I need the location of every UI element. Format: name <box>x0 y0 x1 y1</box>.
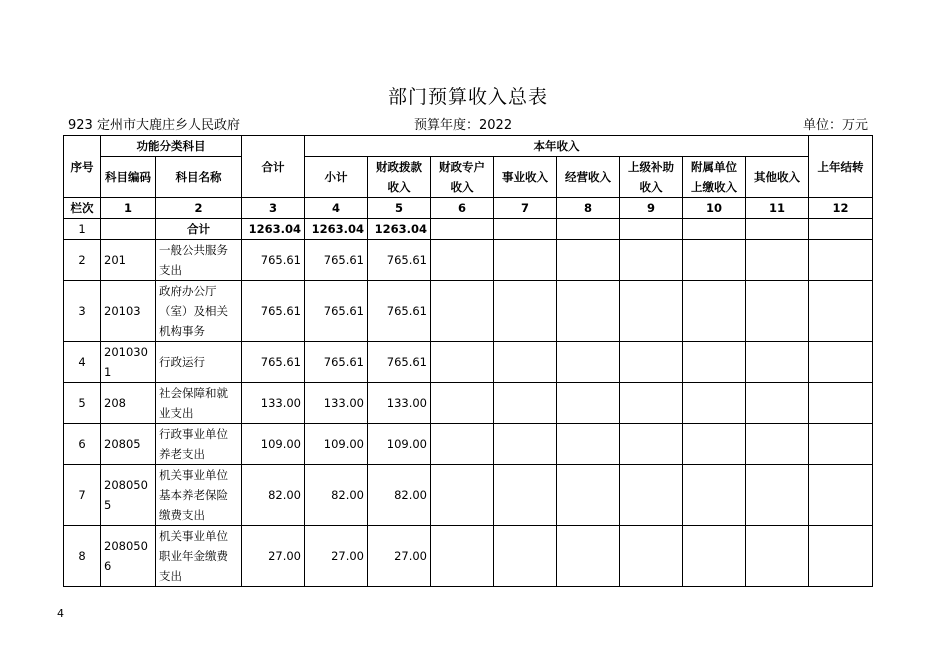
row-name: 社会保障和就业支出 <box>156 383 242 424</box>
page-number: 4 <box>57 607 64 620</box>
budget-income-table <box>63 135 873 587</box>
empty-cell <box>683 526 746 587</box>
table-row <box>64 240 873 281</box>
header-other-income: 其他收入 <box>746 157 809 198</box>
empty-cell <box>557 424 620 465</box>
row-fiscal: 82.00 <box>368 465 431 526</box>
row-seq: 7 <box>64 465 101 526</box>
colnum: 4 <box>305 198 368 219</box>
colnum: 9 <box>620 198 683 219</box>
empty-cell <box>683 383 746 424</box>
header-func-class: 功能分类科目 <box>101 136 242 157</box>
header-business-income: 事业收入 <box>494 157 557 198</box>
empty-cell <box>494 465 557 526</box>
empty-cell <box>683 424 746 465</box>
header-fiscal-special: 财政专户收入 <box>431 157 494 198</box>
colnum: 5 <box>368 198 431 219</box>
empty-cell <box>746 281 809 342</box>
row-subtotal: 82.00 <box>305 465 368 526</box>
empty-cell <box>494 383 557 424</box>
row-name: 行政事业单位养老支出 <box>156 424 242 465</box>
empty-cell <box>683 342 746 383</box>
empty-cell <box>494 281 557 342</box>
header-fiscal-appropriation: 财政拨款收入 <box>368 157 431 198</box>
row-code: 20805 <box>101 424 156 465</box>
empty-cell <box>431 342 494 383</box>
row-subtotal: 133.00 <box>305 383 368 424</box>
row-seq: 5 <box>64 383 101 424</box>
row-code <box>101 219 156 240</box>
empty-cell <box>431 240 494 281</box>
empty-cell <box>683 281 746 342</box>
header-subject-code: 科目编码 <box>101 157 156 198</box>
table-row <box>64 465 873 526</box>
empty-cell <box>494 219 557 240</box>
row-seq: 8 <box>64 526 101 587</box>
empty-cell <box>683 465 746 526</box>
row-seq: 2 <box>64 240 101 281</box>
empty-cell <box>746 465 809 526</box>
row-total: 109.00 <box>242 424 305 465</box>
empty-cell <box>746 526 809 587</box>
empty-cell <box>746 383 809 424</box>
empty-cell <box>557 281 620 342</box>
empty-cell <box>683 240 746 281</box>
row-total: 1263.04 <box>242 219 305 240</box>
empty-cell <box>683 219 746 240</box>
empty-cell <box>809 424 873 465</box>
row-code: 2010301 <box>101 342 156 383</box>
row-fiscal: 109.00 <box>368 424 431 465</box>
empty-cell <box>557 526 620 587</box>
row-total: 133.00 <box>242 383 305 424</box>
unit-name: 923 定州市大鹿庄乡人民政府 <box>68 118 240 133</box>
empty-cell <box>431 465 494 526</box>
row-name: 机关事业单位职业年金缴费支出 <box>156 526 242 587</box>
row-subtotal: 765.61 <box>305 281 368 342</box>
row-subtotal: 27.00 <box>305 526 368 587</box>
row-fiscal: 765.61 <box>368 240 431 281</box>
row-total: 27.00 <box>242 526 305 587</box>
colnum: 3 <box>242 198 305 219</box>
row-fiscal: 27.00 <box>368 526 431 587</box>
header-operating-income: 经营收入 <box>557 157 620 198</box>
unit-label: 单位：万元 <box>802 118 868 133</box>
empty-cell <box>809 342 873 383</box>
header-seq: 序号 <box>64 136 101 198</box>
empty-cell <box>620 383 683 424</box>
row-name: 一般公共服务支出 <box>156 240 242 281</box>
row-total: 82.00 <box>242 465 305 526</box>
header-total: 合计 <box>242 136 305 198</box>
colnum: 1 <box>101 198 156 219</box>
row-seq: 4 <box>64 342 101 383</box>
empty-cell <box>494 342 557 383</box>
colnum-label: 栏次 <box>64 198 101 219</box>
empty-cell <box>557 465 620 526</box>
empty-cell <box>494 424 557 465</box>
empty-cell <box>431 383 494 424</box>
empty-cell <box>620 342 683 383</box>
empty-cell <box>431 219 494 240</box>
row-total: 765.61 <box>242 342 305 383</box>
row-fiscal: 133.00 <box>368 383 431 424</box>
empty-cell <box>431 424 494 465</box>
empty-cell <box>809 465 873 526</box>
row-code: 201 <box>101 240 156 281</box>
empty-cell <box>557 219 620 240</box>
empty-cell <box>557 383 620 424</box>
colnum: 11 <box>746 198 809 219</box>
empty-cell <box>809 526 873 587</box>
table-row <box>64 219 873 240</box>
colnum: 8 <box>557 198 620 219</box>
header-subject-name: 科目名称 <box>156 157 242 198</box>
row-name: 合计 <box>156 219 242 240</box>
table-row <box>64 383 873 424</box>
budget-year: 预算年度：2022 <box>414 118 513 133</box>
empty-cell <box>809 219 873 240</box>
table-row <box>64 281 873 342</box>
header-superior-subsidy: 上级补助收入 <box>620 157 683 198</box>
empty-cell <box>431 526 494 587</box>
empty-cell <box>557 342 620 383</box>
empty-cell <box>746 342 809 383</box>
header-prev-year-carryover: 上年结转 <box>809 136 873 198</box>
colnum: 12 <box>809 198 873 219</box>
empty-cell <box>620 219 683 240</box>
row-fiscal: 765.61 <box>368 342 431 383</box>
row-code: 2080505 <box>101 465 156 526</box>
empty-cell <box>809 240 873 281</box>
empty-cell <box>494 526 557 587</box>
row-total: 765.61 <box>242 240 305 281</box>
empty-cell <box>809 383 873 424</box>
header-affiliated-units: 附属单位上缴收入 <box>683 157 746 198</box>
row-fiscal: 765.61 <box>368 281 431 342</box>
table-row <box>64 342 873 383</box>
colnum: 6 <box>431 198 494 219</box>
row-subtotal: 765.61 <box>305 240 368 281</box>
row-code: 208 <box>101 383 156 424</box>
empty-cell <box>494 240 557 281</box>
page-title: 部门预算收入总表 <box>387 86 548 108</box>
row-name: 行政运行 <box>156 342 242 383</box>
empty-cell <box>620 526 683 587</box>
row-seq: 1 <box>64 219 101 240</box>
empty-cell <box>620 240 683 281</box>
row-seq: 6 <box>64 424 101 465</box>
empty-cell <box>620 424 683 465</box>
row-total: 765.61 <box>242 281 305 342</box>
empty-cell <box>746 424 809 465</box>
empty-cell <box>557 240 620 281</box>
row-subtotal: 1263.04 <box>305 219 368 240</box>
row-subtotal: 109.00 <box>305 424 368 465</box>
empty-cell <box>809 281 873 342</box>
colnum: 2 <box>156 198 242 219</box>
colnum: 10 <box>683 198 746 219</box>
empty-cell <box>620 281 683 342</box>
row-fiscal: 1263.04 <box>368 219 431 240</box>
header-subtotal: 小计 <box>305 157 368 198</box>
empty-cell <box>431 281 494 342</box>
empty-cell <box>620 465 683 526</box>
row-code: 20103 <box>101 281 156 342</box>
row-code: 2080506 <box>101 526 156 587</box>
row-subtotal: 765.61 <box>305 342 368 383</box>
empty-cell <box>746 240 809 281</box>
colnum: 7 <box>494 198 557 219</box>
table-row <box>64 526 873 587</box>
empty-cell <box>746 219 809 240</box>
table-row <box>64 424 873 465</box>
header-this-year: 本年收入 <box>305 136 809 157</box>
row-name: 政府办公厅（室）及相关机构事务 <box>156 281 242 342</box>
row-name: 机关事业单位基本养老保险缴费支出 <box>156 465 242 526</box>
row-seq: 3 <box>64 281 101 342</box>
